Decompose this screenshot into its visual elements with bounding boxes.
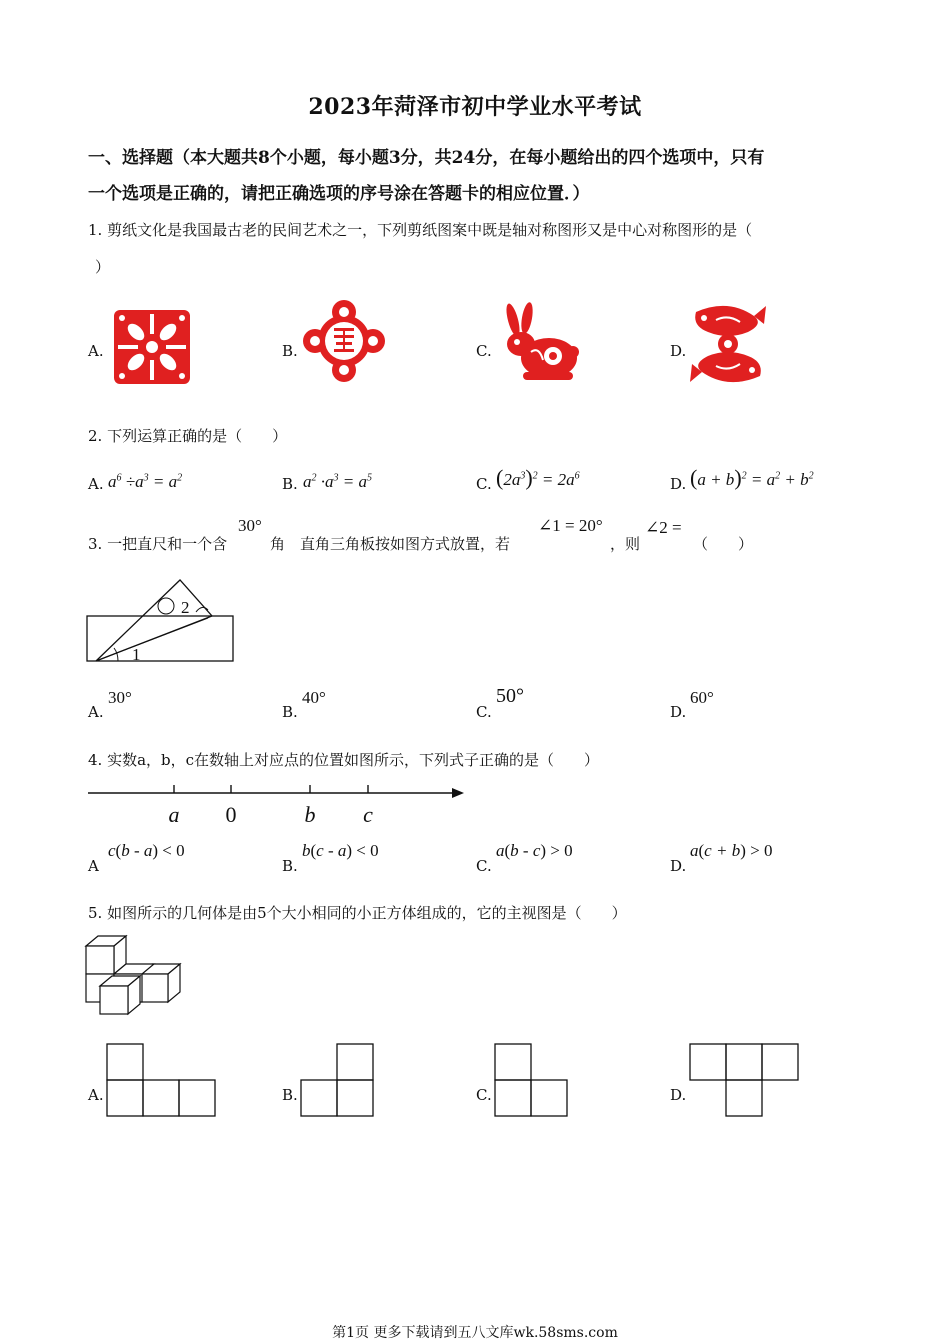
- q5-option-c-view: [494, 1043, 568, 1117]
- q3-option-a-label: A.: [88, 703, 104, 721]
- question-3-stem-b: 角 直角三角板按如图方式放置，若: [270, 535, 511, 553]
- question-1-stem-end: ）: [95, 258, 111, 276]
- axis-label-c: c: [363, 802, 373, 827]
- question-4-stem: 4. 实数a，b，c在数轴上对应点的位置如图所示，下列式子正确的是（ ）: [88, 751, 600, 769]
- ruler-triangle-figure: [84, 576, 236, 666]
- question-1-stem: 1. 剪纸文化是我国最古老的民间艺术之一，下列剪纸图案中既是轴对称图形又是中心对称图形的是（: [88, 221, 753, 239]
- q5-option-d-label: D.: [670, 1086, 687, 1104]
- q4-option-c-label: C.: [476, 857, 492, 875]
- axis-label-a: a: [168, 802, 180, 827]
- q3-condition: ∠1 = 20°: [538, 516, 603, 535]
- q4-option-d-label: D.: [670, 857, 687, 875]
- q3-option-d-label: D.: [670, 703, 687, 721]
- q5-option-a-view: [106, 1043, 216, 1117]
- q5-option-b-label: B.: [282, 1086, 298, 1104]
- q1-option-b-label: B.: [282, 342, 298, 360]
- question-2-stem: 2. 下列运算正确的是（ ）: [88, 427, 288, 445]
- q3-option-b-value: 40°: [302, 688, 326, 707]
- q4-option-c-expr: a(b - c) > 0: [496, 841, 573, 860]
- q4-option-b-expr: b(c - a) < 0: [302, 841, 379, 860]
- figure-label-angle-1: 1: [132, 645, 141, 664]
- q4-option-a-label: A: [88, 857, 99, 875]
- q2-option-b-expr: $a^2 \cdot a^3 = a^5$: [303, 472, 372, 491]
- q2-option-d-expr: $(a + b)^2 = a^2 + b^2$: [690, 465, 814, 490]
- q3-option-c-value: 50°: [496, 685, 524, 707]
- q1-option-d-label: D.: [670, 342, 687, 360]
- q1-option-a-label: A.: [88, 342, 104, 360]
- q1-option-c-label: C.: [476, 342, 492, 360]
- q3-option-d-value: 60°: [690, 688, 714, 707]
- q2-option-b-label: B.: [282, 475, 298, 493]
- q5-option-b-view: [300, 1043, 374, 1117]
- q3-option-b-label: B.: [282, 703, 298, 721]
- question-3-stem-a: 3. 一把直尺和一个含: [88, 535, 228, 553]
- axis-label-b: b: [304, 802, 316, 827]
- figure-label-angle-2: 2: [181, 598, 190, 617]
- axis-label-0: 0: [225, 802, 237, 827]
- q4-option-d-expr: a(c + b) > 0: [690, 841, 773, 860]
- section-header-line2: 一个选项是正确的，请把正确选项的序号涂在答题卡的相应位置．）: [88, 184, 590, 204]
- q2-option-c-expr: $(2a^3)^2 = 2a^6$: [496, 465, 580, 490]
- q2-option-a-expr: $a^6 \div a^3 = a^2$: [108, 472, 183, 491]
- rabbit-papercut-icon: [497, 302, 581, 384]
- q2-option-c-label: C.: [476, 475, 492, 493]
- q2-option-a-label: A.: [88, 475, 104, 493]
- q5-option-a-label: A.: [88, 1086, 104, 1104]
- q3-ask: ∠2 =: [645, 518, 682, 537]
- q4-option-b-label: B.: [282, 857, 298, 875]
- fish-papercut-icon: [688, 302, 768, 386]
- butterfly-papercut-icon: [114, 310, 190, 384]
- question-3-stem-c: ，则: [610, 535, 641, 553]
- question-5-stem: 5. 如图所示的几何体是由5个大小相同的小正方体组成的，它的主视图是（ ）: [88, 904, 627, 922]
- number-line-figure: [88, 780, 468, 830]
- page-title: 2023年菏泽市初中学业水平考试: [308, 94, 642, 120]
- q4-option-a-expr: c(b - a) < 0: [108, 841, 185, 860]
- q5-option-d-view: [689, 1043, 799, 1117]
- double-happiness-papercut-icon: [303, 300, 385, 382]
- q3-option-a-value: 30°: [108, 688, 132, 707]
- q2-option-d-label: D.: [670, 475, 687, 493]
- q3-option-c-label: C.: [476, 703, 492, 721]
- q5-option-c-label: C.: [476, 1086, 492, 1104]
- cube-solid-figure: [84, 932, 184, 1016]
- question-3-stem-d: （ ）: [693, 535, 754, 553]
- q3-angle-30: 30°: [238, 516, 262, 535]
- section-header-line1: 一、选择题（本大题共8个小题，每小题3分，共24分，在每小题给出的四个选项中，只有: [88, 148, 765, 168]
- page-footer: 第1页 更多下载请到五八文库wk.58sms.com: [332, 1325, 618, 1341]
